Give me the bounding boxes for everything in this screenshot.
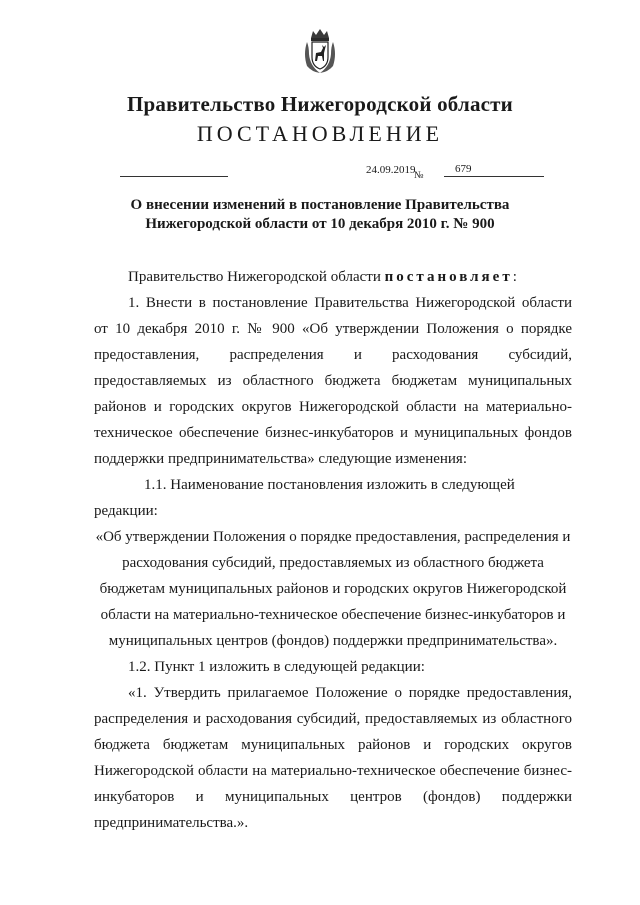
quoted-title: «Об утверждении Положения о порядке предоставления, распределения и расходования субсидий, предоставляемых из областного бюджета бюджетам муниципальных районов и городских округов Нижегородской области на материально-техническое обеспечение бизнес-инкубаторов и муниципальных центров (фондов) поддержки предпринимательства».: [95, 529, 571, 649]
government-name: Правительство Нижегородской области: [127, 92, 513, 116]
paragraph-1-1: 1.1. Наименование постановления изложить в следующей редакции:: [94, 477, 515, 519]
subject-line-2: Нижегородской области от 10 декабря 2010 г. № 900: [145, 216, 495, 232]
paragraph-1-2-text: «1. Утвердить прилагаемое Положение о порядке предоставления, распределения и расходования субсидий, предоставляемых из областного бюджета бюджетам муниципальных районов и городских округов Нижегородской области на материально-техническое обеспечение бизнес-инкубаторов и муниципальных центров (фондов) поддержки предпринимательства.».: [94, 685, 572, 831]
preamble-colon: :: [512, 269, 517, 285]
preamble-keyword: постановляет: [384, 269, 513, 285]
number-line: [444, 176, 544, 177]
number-sign: №: [414, 170, 424, 181]
preamble: [94, 264, 572, 290]
document-subject: [120, 196, 520, 234]
paragraph-1: 1. Внести в постановление Правительства Нижегородской области от 10 декабря 2010 г. № 900 «Об утверждении Положения о порядке предоставления, распределения и расходования субсидий, предоставляемых из областного бюджета бюджетам муниципальных районов и городских округов Нижегородской области на материально-техническое обеспечение бизнес-инкубаторов и муниципальных фондов поддержки предпринимательства» следующие изменения:: [94, 295, 572, 467]
document-type: ПОСТАНОВЛЕНИЕ: [196, 121, 444, 146]
document-body: [94, 264, 572, 836]
coat-of-arms-icon: [302, 28, 338, 74]
document-number: 679: [455, 163, 472, 175]
subject-line-1: О внесении изменений в постановление Правительства: [130, 197, 510, 213]
preamble-text: Правительство Нижегородской области: [128, 269, 385, 285]
date-line-left: [120, 176, 228, 177]
paragraph-1-2: 1.2. Пункт 1 изложить в следующей редакции:: [128, 659, 425, 675]
document-date: 24.09.2019: [366, 164, 416, 176]
